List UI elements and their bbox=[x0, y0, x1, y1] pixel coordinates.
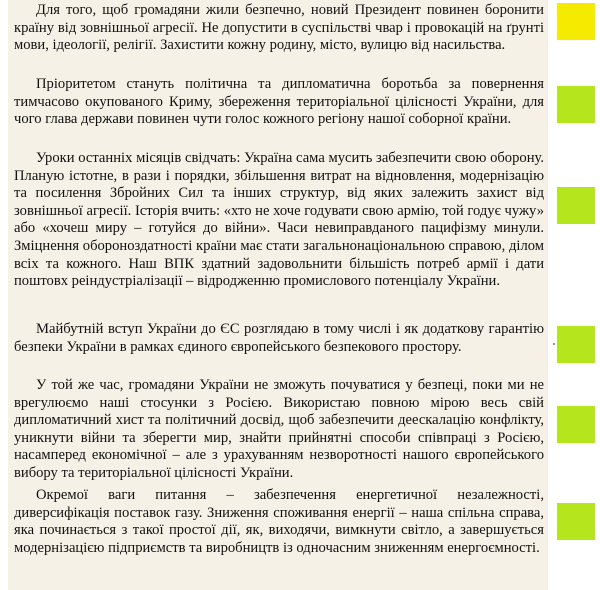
paragraph-2: Пріоритетом стануть політична та дипломатична боротьба за повернення тимчасово окупованого Криму, збереження територіальної цілісності України, для чого глава держави повинен чути голос кожного регіону нашої соборної країни. bbox=[14, 76, 544, 128]
document-page bbox=[8, 0, 548, 590]
paragraph-1: Для того, щоб громадяни жили безпечно, новий Президент повинен боронити країну від зовнішньої агресії. Не допустити в суспільстві чвар і провокацій на ґрунті мови, ідеології, релігії. Захистити кожну родину, місто, вулицю від насильства. bbox=[14, 2, 544, 54]
paragraph-5: У той же час, громадяни України не зможуть почуватися у безпеці, поки ми не врегулюємо наші стосунки з Росією. Використаю повною мірою весь свій дипломатичний хист та політичний досвід, щоб забезпечити деескалацію конфлікту, уникнути війни та зберегти мир, знайти прийнятні способи співпраці з Росією, насамперед економічної – але з урахуванням незворотності нашого європейського вибору та територіальної цілісності України. bbox=[14, 377, 544, 481]
paragraph-3: Уроки останніх місяців свідчать: Україна сама мусить забезпечити свою оборону. Планую істотне, в рази і порядки, збільшення витрат на відновлення, модернізацію та посилення Збройних Сил та інших структур, від яких залежить захист від зовнішньої агресії. Історія вчить: «хто не хоче годувати свою армію, той годує чужу» або «хочеш миру – готуйся до війни». Часи невиправданого пацифізму минули. Зміцнення обороноздатності країни має стати загальнонаціональною справою, ділом всіх та кожного. Наш ВПК здатний задовольнити більшість потреб армії і дати поштовх реіндустріалізації – відродженню промислового потенціалу України. bbox=[14, 150, 544, 290]
highlight-marker-1 bbox=[557, 3, 595, 40]
highlight-marker-5 bbox=[557, 406, 595, 443]
paragraph-6: Окремої ваги питання – забезпечення енергетичної незалежності, диверсифікація поставок газу. Зниження споживання енергії – наша спільна справа, яка починається з такої простої дії, як, виходячи, вимкнути світло, а завершується модернізацією підприємств та виробництв із одночасним зниженням енергоємності. bbox=[14, 487, 544, 556]
highlight-marker-6 bbox=[557, 503, 595, 540]
paragraph-4: Майбутній вступ України до ЄС розглядаю в тому числі і як додаткову гарантію безпеки України в рамках єдиного європейського безпекового простору. bbox=[14, 321, 544, 355]
highlight-marker-3 bbox=[557, 187, 595, 224]
highlight-marker-2 bbox=[557, 86, 595, 123]
stray-dot bbox=[553, 343, 555, 345]
highlight-marker-4 bbox=[557, 326, 595, 363]
